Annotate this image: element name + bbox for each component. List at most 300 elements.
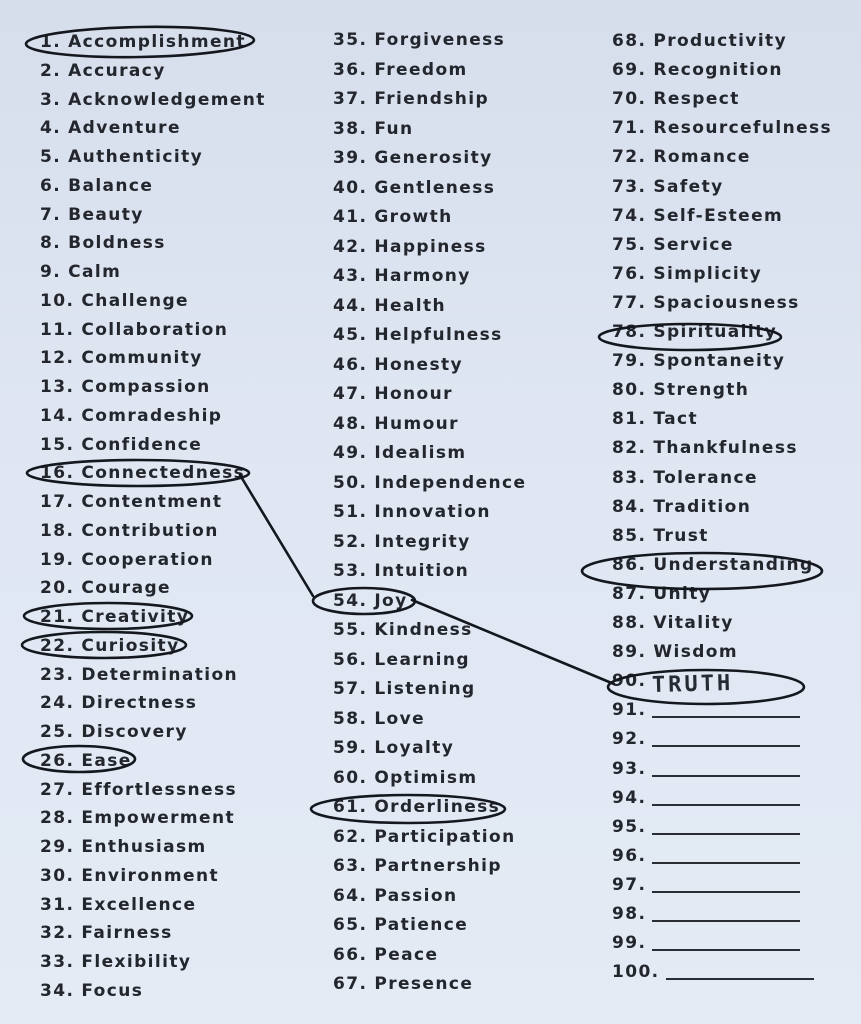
item-number: 61. <box>333 797 368 817</box>
item-label: Innovation <box>374 502 491 522</box>
item-number: 39. <box>333 148 368 168</box>
list-item <box>333 620 473 640</box>
list-item <box>333 178 495 198</box>
item-number: 6. <box>40 175 62 196</box>
list-item <box>612 118 832 138</box>
list-item <box>612 642 738 662</box>
item-number: 46. <box>333 354 368 375</box>
item-label: Connectedness <box>81 463 246 484</box>
list-item <box>40 205 144 225</box>
item-number: 42. <box>333 236 368 257</box>
list-item <box>40 233 166 253</box>
item-number: 5. <box>40 147 62 167</box>
item-label: Determination <box>81 664 239 685</box>
list-item <box>612 351 785 371</box>
list-item <box>333 738 454 758</box>
item-number: 29. <box>40 837 75 857</box>
list-item <box>612 671 646 691</box>
list-item <box>40 90 266 110</box>
item-number: 78. <box>612 322 647 342</box>
item-number: 40. <box>333 177 368 198</box>
item-label: Balance <box>68 175 154 196</box>
item-label: Passion <box>374 885 458 906</box>
list-item <box>333 296 446 316</box>
item-number: 73. <box>612 176 647 197</box>
item-number: 2. <box>40 60 62 81</box>
item-label: Comradeship <box>81 405 223 426</box>
item-number: 81. <box>612 409 647 430</box>
item-number: 60. <box>333 767 368 788</box>
blank-write-in-line <box>652 832 800 835</box>
item-label: Cooperation <box>81 549 214 570</box>
item-number: 38. <box>333 118 368 139</box>
item-number: 12. <box>40 348 75 369</box>
item-label: Spirituality <box>653 322 778 342</box>
list-item <box>40 808 235 828</box>
item-label: Collaboration <box>81 319 229 340</box>
list-item <box>612 846 800 866</box>
item-number: 74. <box>612 205 647 226</box>
item-number: 96. <box>612 845 647 866</box>
item-label: Freedom <box>374 59 468 80</box>
item-number: 1. <box>40 32 62 52</box>
list-item <box>40 550 214 570</box>
item-number: 84. <box>612 496 647 517</box>
item-number: 16. <box>40 463 75 484</box>
item-label: Challenge <box>81 290 189 311</box>
list-item <box>40 665 238 685</box>
item-number: 85. <box>612 525 647 546</box>
list-item <box>333 591 408 611</box>
item-number: 26. <box>40 750 75 771</box>
item-label: Idealism <box>374 443 467 463</box>
blank-write-in-line <box>652 948 800 951</box>
item-label: Ease <box>81 750 132 771</box>
item-number: 34. <box>40 980 75 1001</box>
item-label: Fairness <box>81 923 173 944</box>
item-label: Integrity <box>374 531 471 552</box>
list-item <box>333 650 470 670</box>
item-number: 55. <box>333 620 368 640</box>
item-number: 8. <box>40 233 62 254</box>
list-item <box>333 502 491 522</box>
list-item <box>40 377 211 397</box>
item-label: Gentleness <box>374 177 496 198</box>
list-item <box>40 118 181 138</box>
item-label: Joy <box>374 590 408 611</box>
list-item <box>333 414 459 434</box>
item-label: Calm <box>68 262 122 282</box>
list-item <box>333 473 526 493</box>
item-number: 93. <box>612 758 647 779</box>
item-number: 70. <box>612 89 647 110</box>
list-item <box>612 264 762 284</box>
list-item <box>333 237 487 257</box>
item-label: Listening <box>374 679 476 699</box>
item-number: 19. <box>40 549 75 570</box>
item-label: Spaciousness <box>653 292 800 313</box>
list-item <box>40 463 245 483</box>
list-item <box>612 933 800 953</box>
item-label: Boldness <box>68 233 166 254</box>
item-label: Effortlessness <box>81 779 237 800</box>
item-number: 18. <box>40 520 75 541</box>
item-number: 15. <box>40 434 75 455</box>
item-number: 50. <box>333 472 368 493</box>
list-item <box>333 679 476 699</box>
list-item <box>40 780 237 800</box>
list-item <box>612 555 814 575</box>
item-number: 94. <box>612 787 647 808</box>
item-label: Authenticity <box>68 147 204 167</box>
item-label: Helpfulness <box>374 325 503 345</box>
list-item <box>40 952 191 972</box>
item-label: Patience <box>374 915 469 935</box>
item-number: 62. <box>333 826 368 847</box>
item-number: 10. <box>40 290 75 311</box>
list-item <box>612 788 800 808</box>
item-label: Honesty <box>374 354 463 375</box>
item-label: Compassion <box>81 377 211 397</box>
item-label: Recognition <box>653 60 783 81</box>
list-item <box>612 468 758 488</box>
item-label: Adventure <box>68 118 181 139</box>
item-label: Respect <box>653 89 740 110</box>
item-number: 82. <box>612 438 647 459</box>
list-item <box>333 532 471 552</box>
item-number: 44. <box>333 295 368 316</box>
list-item <box>40 320 228 340</box>
list-item <box>333 30 505 50</box>
item-label: Honour <box>374 384 453 404</box>
item-number: 37. <box>333 89 368 109</box>
item-label: Partnership <box>374 856 502 876</box>
blank-write-in-line <box>652 890 800 893</box>
item-label: Discovery <box>81 722 188 742</box>
item-label: Learning <box>374 649 470 670</box>
item-label: Loyalty <box>374 738 455 758</box>
item-label: Courage <box>81 578 171 599</box>
list-item <box>612 759 800 779</box>
item-label: Creativity <box>81 607 190 627</box>
item-label: Acknowledgement <box>68 89 266 110</box>
list-item <box>612 409 698 429</box>
list-item <box>40 492 222 512</box>
item-label: Independence <box>374 472 527 493</box>
item-label: Growth <box>374 207 453 227</box>
item-label: Harmony <box>374 266 471 286</box>
item-number: 11. <box>40 319 75 340</box>
list-item <box>612 875 800 895</box>
list-item <box>333 709 425 729</box>
item-number: 47. <box>333 384 368 404</box>
item-number: 79. <box>612 351 647 372</box>
list-item <box>40 866 219 886</box>
item-label: Tolerance <box>653 467 758 488</box>
item-number: 49. <box>333 443 368 463</box>
list-item <box>40 722 188 742</box>
blank-write-in-line <box>652 774 800 777</box>
list-item <box>612 206 783 226</box>
item-label: Humour <box>374 413 459 434</box>
list-item <box>612 904 800 924</box>
list-item <box>333 886 457 906</box>
item-number: 3. <box>40 89 62 110</box>
handwritten-entry: TRUTH <box>651 670 734 699</box>
item-number: 36. <box>333 59 368 80</box>
item-label: Presence <box>374 974 474 994</box>
blank-write-in-line <box>666 977 814 980</box>
list-item <box>40 981 143 1001</box>
item-label: Happiness <box>374 236 487 257</box>
list-item <box>333 856 502 876</box>
item-number: 71. <box>612 118 647 139</box>
item-number: 14. <box>40 405 75 426</box>
item-number: 54. <box>333 590 368 611</box>
item-label: Forgiveness <box>374 30 506 50</box>
item-number: 89. <box>612 642 647 663</box>
list-item <box>612 613 734 633</box>
item-number: 67. <box>333 974 368 994</box>
item-label: Resourcefulness <box>653 118 833 139</box>
item-number: 63. <box>333 856 368 876</box>
item-number: 87. <box>612 583 647 604</box>
item-label: Generosity <box>374 148 493 168</box>
list-item <box>333 89 489 109</box>
blank-write-in-line <box>652 861 800 864</box>
list-item <box>40 636 180 656</box>
item-number: 77. <box>612 292 647 313</box>
item-number: 45. <box>333 325 368 345</box>
item-label: Focus <box>81 980 144 1001</box>
list-item <box>612 147 751 167</box>
item-label: Service <box>653 234 734 255</box>
item-number: 68. <box>612 31 647 51</box>
item-label: Flexibility <box>81 952 192 972</box>
item-number: 53. <box>333 561 368 581</box>
list-item <box>40 923 173 943</box>
item-number: 22. <box>40 635 75 656</box>
list-item <box>40 348 203 368</box>
list-item <box>333 797 500 817</box>
item-number: 51. <box>333 502 368 522</box>
item-label: Directness <box>81 693 198 714</box>
list-item <box>40 291 189 311</box>
list-item <box>40 837 207 857</box>
list-item <box>333 207 453 227</box>
item-label: Tradition <box>653 496 752 517</box>
list-item <box>333 945 438 965</box>
list-item <box>333 325 503 345</box>
list-item <box>612 817 800 837</box>
list-item <box>40 61 166 81</box>
item-label: Kindness <box>374 620 473 640</box>
item-label: Beauty <box>68 204 144 225</box>
blank-write-in-line <box>652 744 800 747</box>
item-label: Vitality <box>653 613 734 633</box>
list-item <box>333 148 493 168</box>
blank-write-in-line <box>652 803 800 806</box>
item-label: Excellence <box>81 894 197 915</box>
item-number: 24. <box>40 693 75 714</box>
item-number: 27. <box>40 779 75 800</box>
item-label: Trust <box>653 525 709 546</box>
list-item <box>40 406 222 426</box>
item-number: 75. <box>612 234 647 255</box>
list-item <box>612 584 711 604</box>
item-number: 9. <box>40 262 62 282</box>
list-item <box>612 293 800 313</box>
item-number: 72. <box>612 147 647 168</box>
item-label: Friendship <box>374 89 490 109</box>
item-label: Peace <box>374 944 439 965</box>
item-label: Health <box>374 295 447 316</box>
item-number: 48. <box>333 413 368 434</box>
item-label: Simplicity <box>653 263 763 284</box>
item-label: Contentment <box>81 492 223 512</box>
item-label: Strength <box>653 380 750 401</box>
list-item <box>40 751 132 771</box>
list-item <box>612 438 798 458</box>
item-label: Contribution <box>81 520 219 541</box>
item-label: Intuition <box>374 561 470 581</box>
item-label: Productivity <box>653 31 788 51</box>
list-item <box>333 915 468 935</box>
item-number: 20. <box>40 578 75 599</box>
item-label: Spontaneity <box>653 351 786 372</box>
item-number: 56. <box>333 649 368 670</box>
list-item <box>333 827 516 847</box>
item-label: Environment <box>81 865 219 886</box>
item-label: Understanding <box>653 554 814 575</box>
item-number: 17. <box>40 492 75 512</box>
list-item <box>333 974 473 994</box>
item-number: 100. <box>612 962 660 983</box>
item-number: 23. <box>40 664 75 685</box>
item-number: 86. <box>612 554 647 575</box>
item-number: 65. <box>333 915 368 935</box>
item-number: 64. <box>333 885 368 906</box>
list-item <box>333 266 471 286</box>
list-item <box>40 32 246 52</box>
list-item <box>612 60 783 80</box>
item-number: 98. <box>612 904 647 924</box>
item-number: 57. <box>333 679 368 699</box>
list-item <box>333 443 467 463</box>
list-item <box>333 60 468 80</box>
list-item <box>333 384 453 404</box>
item-number: 97. <box>612 874 647 895</box>
item-number: 92. <box>612 729 647 750</box>
item-number: 28. <box>40 808 75 829</box>
blank-write-in-line <box>652 715 800 718</box>
item-number: 99. <box>612 933 647 954</box>
item-label: Unity <box>653 583 712 604</box>
item-label: Self-Esteem <box>653 205 784 226</box>
item-number: 21. <box>40 607 75 627</box>
list-item <box>40 176 153 196</box>
list-item <box>612 322 777 342</box>
list-item <box>612 526 709 546</box>
list-item <box>612 729 800 749</box>
list-item <box>333 561 469 581</box>
item-number: 32. <box>40 923 75 944</box>
list-item <box>612 497 751 517</box>
item-label: Safety <box>653 176 724 197</box>
item-label: Accuracy <box>68 60 166 81</box>
item-label: Enthusiasm <box>81 837 207 857</box>
list-item <box>612 235 734 255</box>
item-label: Orderliness <box>374 797 501 817</box>
item-label: Community <box>81 348 203 369</box>
list-item <box>612 177 724 197</box>
list-item <box>40 521 219 541</box>
item-number: 95. <box>612 816 647 837</box>
list-item <box>333 119 414 139</box>
item-label: Confidence <box>81 434 203 455</box>
item-label: Fun <box>374 118 414 139</box>
item-label: Participation <box>374 826 516 847</box>
item-number: 31. <box>40 894 75 915</box>
item-number: 66. <box>333 944 368 965</box>
item-number: 90. <box>612 671 647 692</box>
item-label: Thankfulness <box>653 438 798 459</box>
item-label: Curiosity <box>81 635 180 656</box>
item-label: Love <box>374 708 426 729</box>
item-number: 80. <box>612 380 647 401</box>
item-number: 43. <box>333 266 368 286</box>
item-number: 35. <box>333 30 368 50</box>
list-item <box>333 768 477 788</box>
list-item <box>612 700 800 720</box>
item-number: 25. <box>40 722 75 742</box>
list-item <box>612 31 787 51</box>
list-item <box>40 435 202 455</box>
item-number: 30. <box>40 865 75 886</box>
list-item <box>333 355 463 375</box>
list-item <box>612 89 740 109</box>
item-label: Wisdom <box>653 642 738 663</box>
item-number: 91. <box>612 700 647 721</box>
item-number: 69. <box>612 60 647 81</box>
list-item <box>40 895 196 915</box>
blank-write-in-line <box>652 919 800 922</box>
list-item <box>612 962 814 982</box>
list-item <box>40 147 203 167</box>
item-number: 83. <box>612 467 647 488</box>
item-number: 7. <box>40 204 62 225</box>
item-label: Accomplishment <box>68 32 246 52</box>
item-number: 76. <box>612 263 647 284</box>
item-number: 4. <box>40 118 62 139</box>
list-item <box>40 578 171 598</box>
item-label: Optimism <box>374 767 478 788</box>
item-label: Tact <box>653 409 699 430</box>
list-item <box>40 262 121 282</box>
item-number: 13. <box>40 377 75 397</box>
item-label: Romance <box>653 147 751 168</box>
list-item <box>40 693 197 713</box>
item-number: 58. <box>333 708 368 729</box>
item-number: 52. <box>333 531 368 552</box>
list-item <box>612 380 749 400</box>
list-item <box>40 607 189 627</box>
item-number: 59. <box>333 738 368 758</box>
item-label: Empowerment <box>81 808 235 829</box>
item-number: 41. <box>333 207 368 227</box>
item-number: 88. <box>612 613 647 633</box>
item-number: 33. <box>40 952 75 972</box>
